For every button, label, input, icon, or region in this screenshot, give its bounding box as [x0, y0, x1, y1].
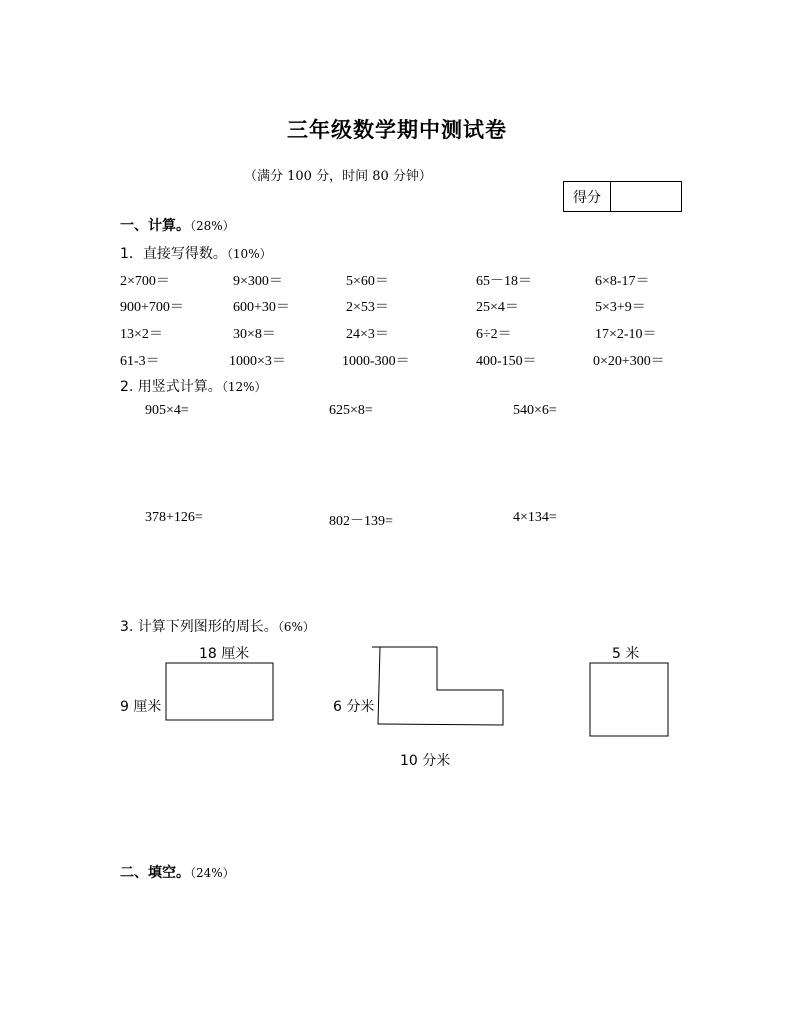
section2-title: 二、填空。	[120, 865, 190, 881]
part2-title: 2. 用竖式计算。	[120, 379, 222, 395]
part2-points: （12%）	[221, 380, 267, 394]
equation: 1000×3＝	[229, 354, 286, 369]
equation: 24×3＝	[346, 327, 389, 342]
equation: 400-150＝	[476, 354, 537, 369]
equation: 2×53＝	[346, 300, 389, 315]
rectangle-top-label: 18 厘米	[199, 646, 250, 662]
part1-points: （10%）	[226, 247, 272, 261]
exam-subtitle: （满分 100 分，时间 80 分钟）	[244, 169, 432, 184]
vertical-problem: 540×6=	[513, 403, 557, 418]
equation: 17×2-10＝	[595, 327, 657, 342]
equation: 65－18＝	[476, 274, 532, 289]
equation: 30×8＝	[233, 327, 276, 342]
part3-points: （6%）	[277, 620, 315, 634]
square-figure	[590, 663, 668, 736]
section1-points: （28%）	[190, 219, 235, 233]
vertical-problem: 4×134=	[513, 510, 557, 525]
l-shape-figure	[378, 647, 503, 725]
vertical-problem: 378+126=	[145, 510, 203, 525]
vertical-problem: 905×4=	[145, 403, 189, 418]
equation: 0×20+300＝	[593, 354, 665, 369]
rectangle-figure	[166, 663, 273, 720]
page-title: 三年级数学期中测试卷	[287, 118, 507, 142]
lshape-side-label: 6 分米	[333, 699, 375, 715]
equation: 2×700＝	[120, 274, 170, 289]
score-label: 得分	[564, 182, 611, 211]
equation: 600+30＝	[233, 300, 290, 315]
equation: 25×4＝	[476, 300, 519, 315]
equation: 5×60＝	[346, 274, 389, 289]
equation: 61-3＝	[120, 354, 160, 369]
part1-title: 1．直接写得数。	[120, 246, 227, 262]
square-top-label: 5 米	[612, 646, 640, 662]
equation: 9×300＝	[233, 274, 283, 289]
equation: 900+700＝	[120, 300, 184, 315]
equation: 13×2＝	[120, 327, 163, 342]
part3-title: 3. 计算下列图形的周长。	[120, 619, 278, 635]
section2-points: （24%）	[190, 866, 235, 880]
lshape-bottom-label: 10 分米	[400, 753, 451, 769]
rectangle-side-label: 9 厘米	[120, 699, 162, 715]
equation: 5×3+9＝	[595, 300, 646, 315]
equation: 6×8-17＝	[595, 274, 650, 289]
vertical-problem: 802－139=	[329, 514, 393, 529]
section1-title: 一、计算。	[120, 218, 190, 234]
vertical-problem: 625×8=	[329, 403, 373, 418]
section2-heading	[120, 862, 235, 882]
equation: 6÷2＝	[476, 327, 512, 342]
equation: 1000-300＝	[342, 354, 410, 369]
